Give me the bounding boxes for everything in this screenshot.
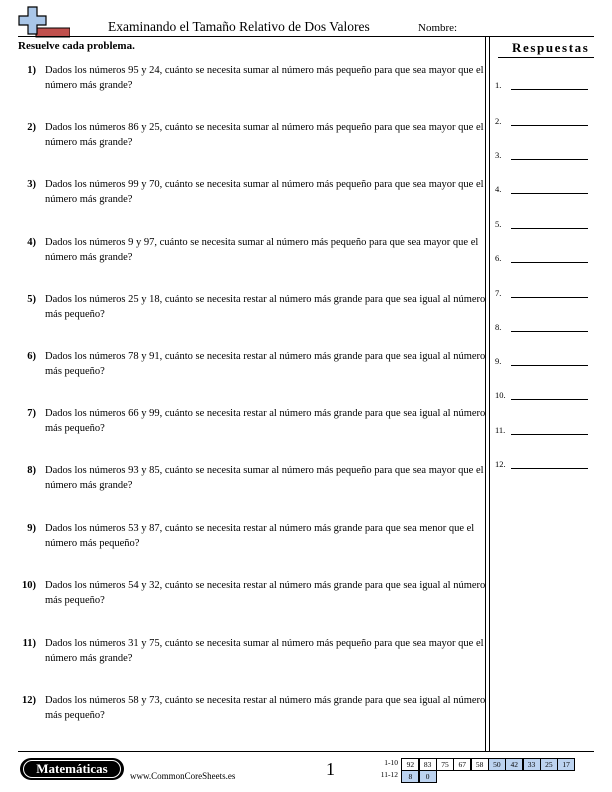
answer-line[interactable] <box>511 228 588 229</box>
key-cell: 42 <box>505 758 523 771</box>
key-cell: 17 <box>557 758 575 771</box>
problem-4 <box>18 236 488 265</box>
key-cell: 50 <box>488 758 506 771</box>
answer-slot-4[interactable] <box>495 180 595 194</box>
answer-label: 10. <box>495 390 506 400</box>
problem-text: Dados los números 93 y 85, cuánto se necesita sumar al número más pequeño para que sea mayor que el número más grande? <box>45 465 484 491</box>
problem-number: 8) <box>27 465 36 476</box>
problem-7 <box>18 407 488 436</box>
problem-text: Dados los números 31 y 75, cuánto se necesita sumar al número más pequeño para que sea mayor que el número más grande? <box>45 638 484 664</box>
problem-number: 9) <box>27 523 36 534</box>
page-number: 1 <box>326 759 335 779</box>
answer-slot-1[interactable] <box>495 76 595 90</box>
key-row-label: 1-10 <box>384 758 398 767</box>
problem-number: 3) <box>27 179 36 190</box>
answer-line[interactable] <box>511 365 588 366</box>
answer-slot-3[interactable] <box>495 146 595 160</box>
problem-2 <box>18 121 488 150</box>
answer-label: 7. <box>495 288 502 298</box>
problem-number: 2) <box>27 122 36 133</box>
answer-slot-6[interactable] <box>495 249 595 263</box>
answer-line[interactable] <box>511 297 588 298</box>
answer-label: 9. <box>495 356 502 366</box>
problem-5 <box>18 293 488 322</box>
header-divider <box>18 36 594 37</box>
key-cell: 67 <box>453 758 471 771</box>
answer-label: 2. <box>495 116 502 126</box>
answer-line[interactable] <box>511 125 588 126</box>
answer-line[interactable] <box>511 262 588 263</box>
answer-slot-12[interactable] <box>495 455 595 469</box>
problem-11 <box>18 637 488 666</box>
problem-number: 1) <box>27 65 36 76</box>
key-cell: 58 <box>471 758 489 771</box>
site-url: www.CommonCoreSheets.es <box>130 771 236 781</box>
answer-line[interactable] <box>511 159 588 160</box>
footer-divider <box>18 751 594 752</box>
key-row-label: 11-12 <box>380 770 398 779</box>
worksheet-title: Examinando el Tamaño Relativo de Dos Valores <box>108 19 370 34</box>
problem-9 <box>18 522 488 551</box>
answer-line[interactable] <box>511 89 588 90</box>
problem-text: Dados los números 58 y 73, cuánto se necesita restar al número más grande para que sea igual al número más pequeño? <box>45 695 486 721</box>
key-cell: 92 <box>401 758 419 771</box>
problem-text: Dados los números 9 y 97, cuánto se necesita sumar al número más pequeño para que sea mayor que el número más grande? <box>45 237 479 263</box>
problem-number: 4) <box>27 237 36 248</box>
key-cell: 33 <box>523 758 541 771</box>
problem-text: Dados los números 78 y 91, cuánto se necesita restar al número más grande para que sea igual al número más pequeño? <box>45 351 486 377</box>
problem-12 <box>18 694 488 723</box>
answer-line[interactable] <box>511 331 588 332</box>
key-cell: 0 <box>419 770 437 783</box>
answer-line[interactable] <box>511 399 588 400</box>
answer-slot-10[interactable] <box>495 386 595 400</box>
answer-slot-5[interactable] <box>495 215 595 229</box>
answer-label: 1. <box>495 80 502 90</box>
problem-10 <box>18 579 488 608</box>
answer-label: 11. <box>495 425 506 435</box>
column-divider-right <box>489 37 490 751</box>
problem-3 <box>18 178 488 207</box>
answer-line[interactable] <box>511 434 588 435</box>
subject-badge <box>20 758 124 780</box>
problem-1 <box>18 64 488 93</box>
subject-badge-label: Matemáticas <box>23 760 121 778</box>
problem-number: 12) <box>22 695 36 706</box>
key-cell: 25 <box>540 758 558 771</box>
key-cell: 75 <box>436 758 454 771</box>
problem-number: 7) <box>27 408 36 419</box>
answer-label: 5. <box>495 219 502 229</box>
answer-label: 6. <box>495 253 502 263</box>
problem-6 <box>18 350 488 379</box>
problem-number: 5) <box>27 294 36 305</box>
answers-title-underline <box>498 57 594 58</box>
answer-slot-2[interactable] <box>495 112 595 126</box>
problem-number: 11) <box>22 638 36 649</box>
problem-text: Dados los números 86 y 25, cuánto se necesita sumar al número más pequeño para que sea mayor que el número más grande? <box>45 122 484 148</box>
instructions: Resuelve cada problema. <box>18 40 135 52</box>
problem-text: Dados los números 53 y 87, cuánto se necesita restar al número más grande para que sea menor que el número más pequeño? <box>45 523 475 549</box>
problem-text: Dados los números 99 y 70, cuánto se necesita sumar al número más pequeño para que sea mayor que el número más grande? <box>45 179 484 205</box>
name-label: Nombre: <box>418 22 458 34</box>
answer-label: 8. <box>495 322 502 332</box>
plus-logo-icon <box>18 6 70 38</box>
answer-key-row-2 <box>372 770 437 783</box>
answer-label: 4. <box>495 184 502 194</box>
key-cell: 83 <box>419 758 437 771</box>
answer-slot-7[interactable] <box>495 284 595 298</box>
answer-label: 3. <box>495 150 502 160</box>
answer-line[interactable] <box>511 193 588 194</box>
problem-text: Dados los números 66 y 99, cuánto se necesita restar al número más grande para que sea igual al número más pequeño? <box>45 408 486 434</box>
problem-text: Dados los números 95 y 24, cuánto se necesita sumar al número más pequeño para que sea mayor que el número más grande? <box>45 65 484 91</box>
key-cell: 8 <box>401 770 419 783</box>
answer-slot-9[interactable] <box>495 352 595 366</box>
problem-number: 6) <box>27 351 36 362</box>
answer-line[interactable] <box>511 468 588 469</box>
problem-text: Dados los números 25 y 18, cuánto se necesita restar al número más grande para que sea igual al número más pequeño? <box>45 294 486 320</box>
answers-title: Respuestas <box>512 40 590 55</box>
answer-label: 12. <box>495 459 506 469</box>
answer-slot-11[interactable] <box>495 421 595 435</box>
problem-text: Dados los números 54 y 32, cuánto se necesita restar al número más grande para que sea igual al número más pequeño? <box>45 580 486 606</box>
problem-8 <box>18 464 488 493</box>
problem-number: 10) <box>22 580 36 591</box>
answer-slot-8[interactable] <box>495 318 595 332</box>
